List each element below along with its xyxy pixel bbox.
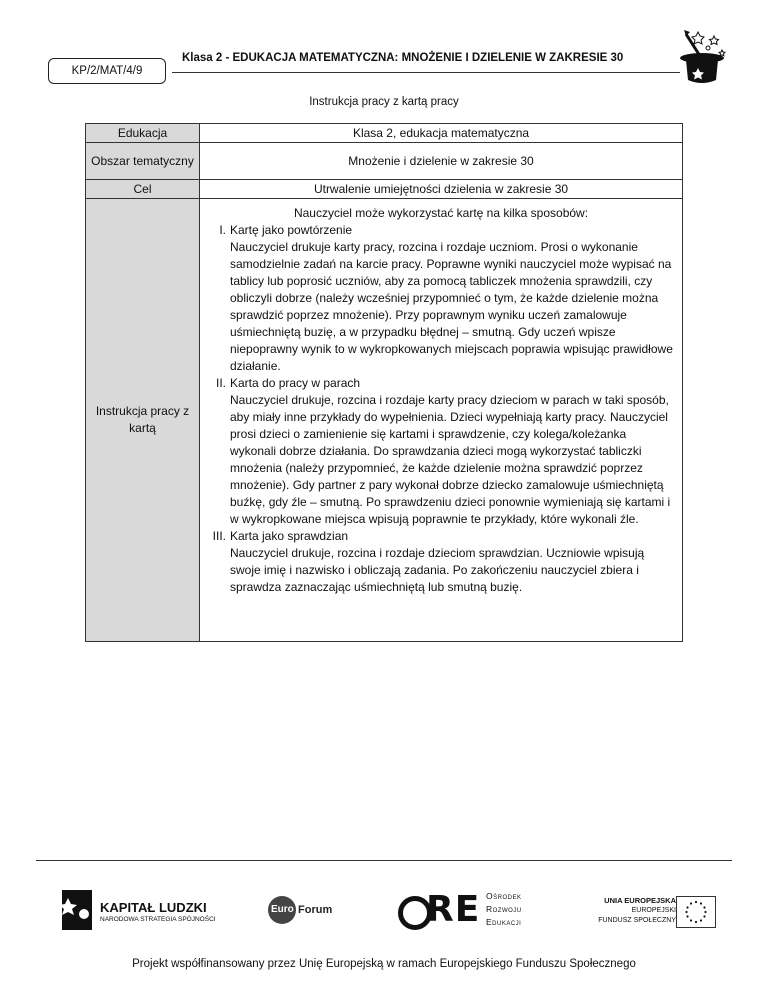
eu-line: EUROPEJSKI (631, 907, 676, 914)
item-title: Karta jako sprawdzian (230, 529, 349, 543)
footer-text: Projekt współfinansowany przez Unię Europejską w ramach Europejskiego Funduszu Społecznego (132, 958, 636, 970)
kapital-ludzki-title: KAPITAŁ LUDZKI (100, 900, 207, 915)
subtitle: Instrukcja pracy z kartą pracy (309, 96, 459, 108)
eu-text (598, 896, 676, 926)
euroforum-forum-text: Forum (298, 904, 333, 916)
eu-line: FUNDUSZ SPOŁECZNY (598, 917, 676, 924)
header-divider (172, 72, 680, 73)
row-value: Mnożenie i dzielenie w zakresie 30 (200, 143, 683, 180)
list-item (208, 222, 674, 375)
document-title: Klasa 2 - EDUKACJA MATEMATYCZNA: MNOŻENIE I DZIELENIE W ZAKRESIE 30 (182, 52, 624, 64)
kapital-ludzki-logo (58, 886, 218, 934)
item-text: Nauczyciel drukuje, rozcina i rozdaje karty pracy dzieciom w parach w taki sposób, aby miały inne przykłady do wypełnienia. Dzieci wypełniają karty pracy. Nauczyciel prosi dzieci o zamienienie się kartami i sprawdzenie, czy kolega/koleżanka wykonali dobrze działania. Do sprawdzania dzieci mogą wykorzystać tabliczki mnożenia (należy przypomnieć, że każde dzielenie można sprawdzić poprzez mnożenie). Gdy partner z pary wykonał dobrze dziecko zamalowuje uśmiechniętą buźkę, gdy źle – smutną. Po sprawdzeniu dzieci ponownie wymieniają się kartami i w wykropkowane miejsca wpisują poprawnie te przykłady, które wykonali źle. (230, 393, 671, 526)
document-code (48, 58, 166, 84)
eu-flag-icon (676, 896, 716, 928)
row-label: Instrukcja pracy z kartą (86, 199, 200, 642)
item-number: II. (215, 376, 226, 390)
table-row (86, 124, 683, 143)
ore-letters: RE (426, 889, 481, 930)
list-item (208, 375, 674, 528)
item-text: Nauczyciel drukuje, rozcina i rozdaje dzieciom sprawdzian. Uczniowie wpisują swoje imię i nazwisko i obliczają zadania. Po zakończeniu nauczyciel zbiera i sprawdza zaznaczając uśmiechniętą lub smutną buzię. (230, 546, 645, 594)
instruction-list (208, 222, 674, 596)
item-title: Karta do pracy w parach (230, 376, 361, 390)
table-row (86, 143, 683, 180)
row-label: Cel (86, 180, 200, 199)
eu-line: UNIA EUROPEJSKA (604, 896, 676, 905)
ore-logo (398, 888, 548, 934)
eu-logo (578, 896, 728, 932)
table-row (86, 180, 683, 199)
instruction-intro: Nauczyciel może wykorzystać kartę na kilka sposobów: (293, 206, 589, 220)
instruction-cell (200, 199, 683, 642)
list-item (208, 528, 674, 596)
row-value: Klasa 2, edukacja matematyczna (200, 124, 683, 143)
row-value: Utrwalenie umiejętności dzielenia w zakresie 30 (200, 180, 683, 199)
item-number: I. (219, 223, 226, 237)
item-number: III. (212, 529, 226, 543)
document-code-text: KP/2/MAT/4/9 (71, 65, 143, 77)
row-label: Obszar tematyczny (86, 143, 200, 180)
table-row (86, 199, 683, 642)
ore-name (486, 890, 522, 929)
euroforum-logo (268, 896, 340, 924)
info-table (85, 123, 683, 642)
ore-line: Ośrodek (486, 891, 522, 901)
euroforum-euro-text: Euro (271, 904, 294, 915)
magic-hat-icon (676, 26, 732, 86)
item-title: Kartę jako powtórzenie (230, 223, 353, 237)
footer-divider (36, 860, 732, 861)
row-label: Edukacja (86, 124, 200, 143)
ore-line: Edukacji (486, 917, 522, 927)
item-text: Nauczyciel drukuje karty pracy, rozcina i rozdaje uczniom. Prosi o wykonanie samodzielnie zadań na karcie pracy. Poprawne wyniki nauczyciel może wypisać na tablicy lub poprosić uczniów, aby za pomocą tabliczek mnożenia sprawdzili, czy obliczyli dobrze (należy wcześniej przypomnieć o tym, że każde dzielenie można sprawdzić poprzez mnożenie). Przy poprawnym wyniku uczeń zamalowuje uśmiechniętą buzię, a w przypadku błędnej – smutną. Gdy uczeń wpisze niepoprawny wynik to w wykropkowanych miejscach poprawia wpisując prawidłowe działanie. (230, 240, 673, 373)
kapital-ludzki-icon (58, 886, 96, 934)
kapital-ludzki-subtitle: NARODOWA STRATEGIA SPÓJNOŚCI (100, 916, 216, 923)
ore-line: Rozwoju (486, 904, 522, 914)
